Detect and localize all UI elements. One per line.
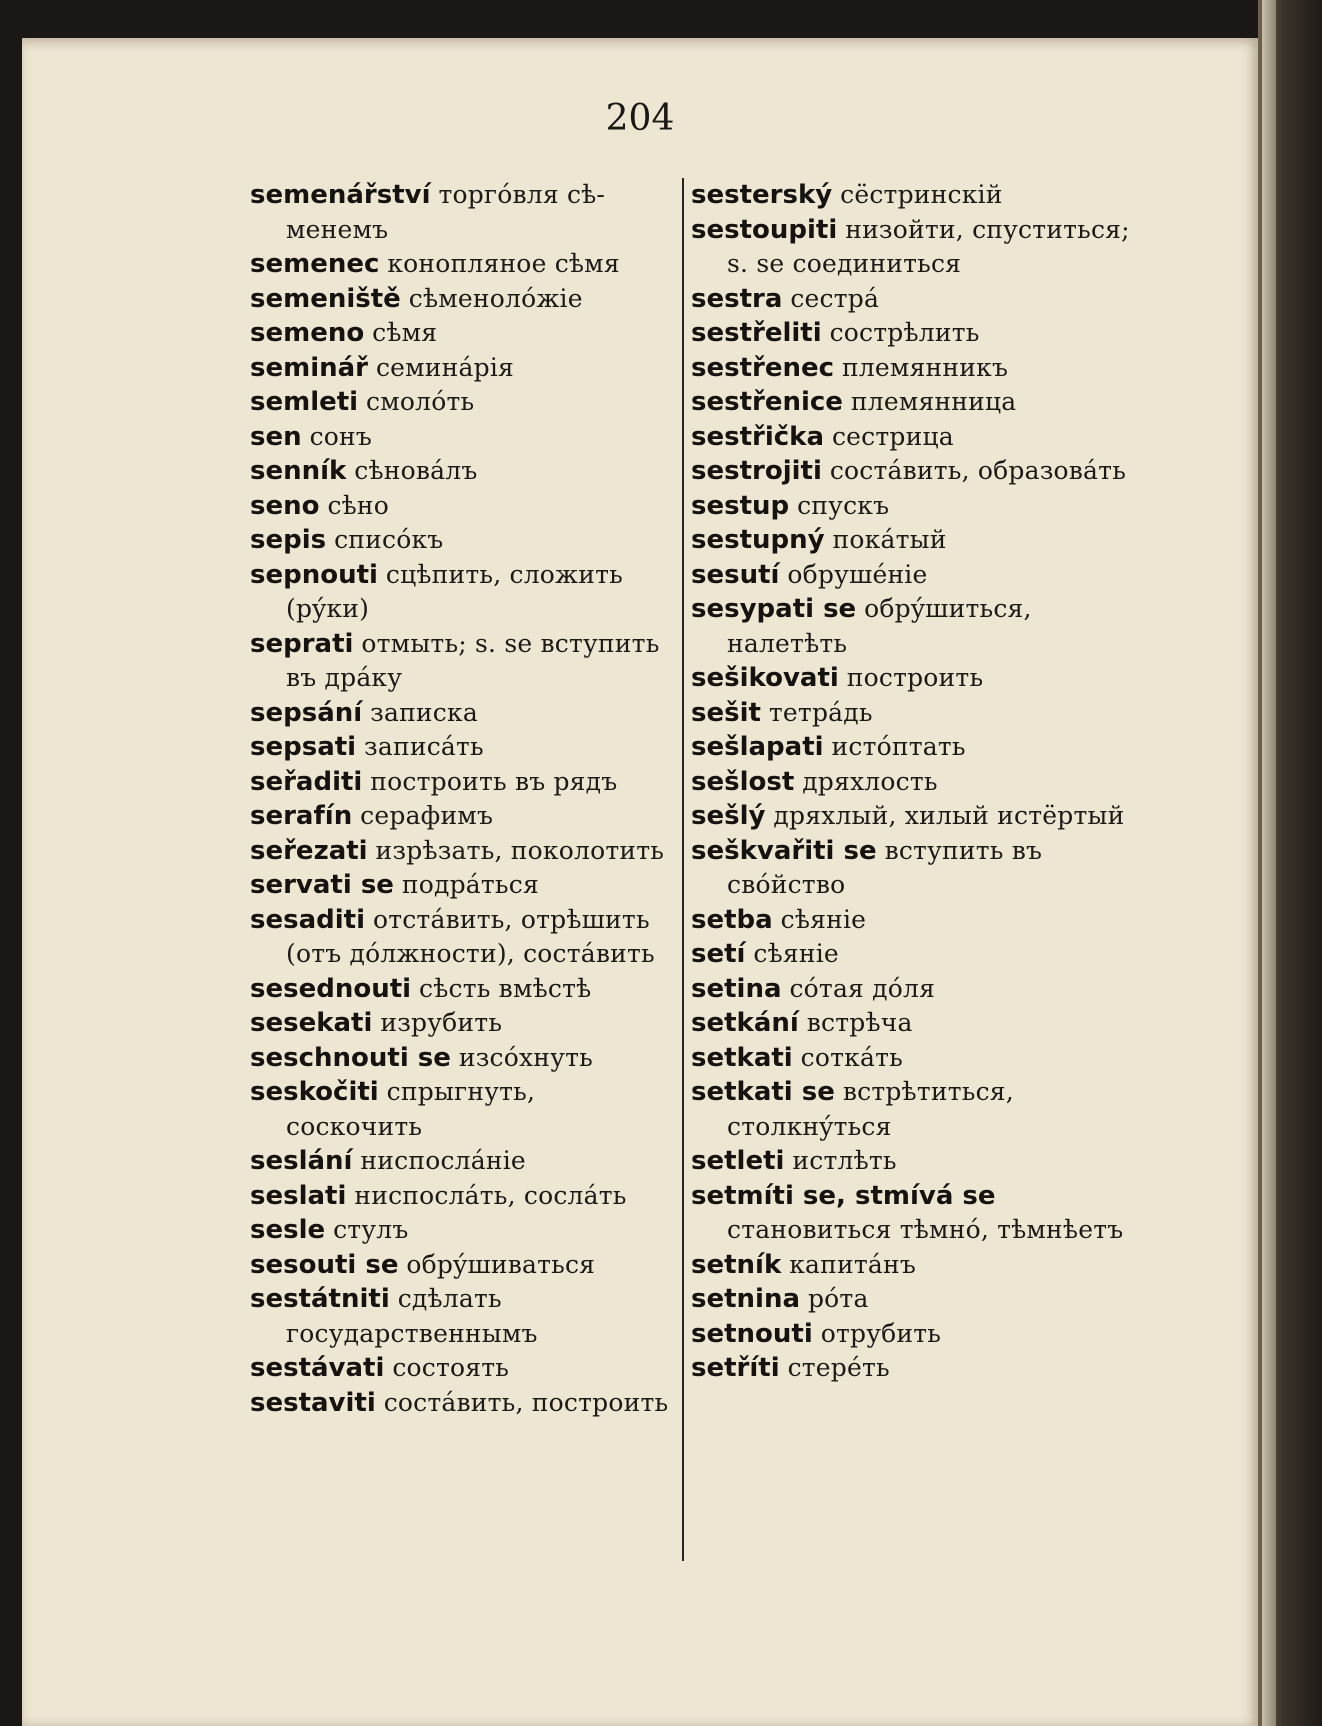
entry-headword: sestra <box>691 283 783 314</box>
dictionary-entry <box>691 489 1137 524</box>
dictionary-entry <box>691 1248 1137 1283</box>
entry-definition: сѣновáлъ <box>354 456 478 485</box>
entry-headword: sestátniti <box>250 1284 390 1314</box>
entry-headword: setina <box>691 973 782 1004</box>
entry-headword: sesutí <box>691 559 780 590</box>
dictionary-entry <box>250 1144 670 1179</box>
entry-headword: setí <box>691 939 746 969</box>
entry-definition: сѣменолóжіе <box>408 283 583 313</box>
dictionary-entry <box>250 1179 670 1214</box>
dictionary-entry <box>250 696 670 731</box>
entry-headword: setník <box>691 1249 782 1280</box>
dictionary-entry <box>250 1041 670 1076</box>
entry-headword: sešlost <box>691 766 795 797</box>
entry-definition: сестрица <box>831 421 954 451</box>
entry-headword: seminář <box>250 352 368 383</box>
entry-headword: seřezati <box>250 835 368 866</box>
dictionary-entry <box>691 1179 1137 1248</box>
entry-headword: seprati <box>250 628 354 659</box>
entry-definition: сдѣлать государственнымъ <box>286 1284 538 1348</box>
dictionary-entry <box>691 903 1137 938</box>
entry-definition: ниспослáть, сослáть <box>354 1180 627 1210</box>
dictionary-entry <box>691 523 1137 558</box>
entry-headword: semenec <box>250 249 380 279</box>
entry-headword: setba <box>691 904 773 935</box>
entry-definition: спускъ <box>797 490 890 520</box>
entry-headword: sestrojiti <box>691 456 822 486</box>
dictionary-entry <box>250 1282 670 1351</box>
dictionary-entry <box>250 1386 670 1421</box>
dictionary-entry <box>250 1351 670 1386</box>
dictionary-entry <box>250 351 670 386</box>
dictionary-entry <box>691 1006 1137 1041</box>
entry-definition: изрѣзать, поколотить <box>375 835 665 865</box>
entry-definition: ниспослáніе <box>360 1146 526 1175</box>
dictionary-entry <box>691 730 1137 765</box>
entry-definition: сѣяніе <box>753 939 839 968</box>
dictionary-entry <box>691 937 1137 972</box>
dictionary-entry <box>691 834 1137 903</box>
entry-headword: sesekati <box>250 1008 373 1038</box>
entry-headword: setmíti se, stmívá se <box>691 1180 996 1211</box>
entry-definition: дряхлый, хилый истёртый <box>773 801 1125 830</box>
entry-definition: обрýшиться, налетѣть <box>727 594 1032 658</box>
entry-headword: senník <box>250 456 347 486</box>
dictionary-entry <box>250 1006 670 1041</box>
entry-definition: истлѣть <box>792 1146 897 1175</box>
dictionary-entry <box>691 1075 1137 1144</box>
dictionary-entry <box>250 454 670 489</box>
dictionary-entry <box>250 972 670 1007</box>
dictionary-entry <box>250 627 670 696</box>
dictionary-entry <box>691 661 1137 696</box>
page-edge <box>1262 0 1276 1726</box>
dictionary-entry <box>691 1144 1137 1179</box>
entry-headword: sešlý <box>691 801 766 831</box>
dictionary-entry <box>250 1248 670 1283</box>
entry-headword: seslání <box>250 1146 353 1176</box>
entry-headword: sestaviti <box>250 1387 376 1418</box>
dictionary-entry <box>691 385 1137 420</box>
entry-headword: sestřenice <box>691 387 843 417</box>
entry-definition: тетрáдь <box>768 697 873 727</box>
dictionary-entry <box>691 592 1137 661</box>
dictionary-entry <box>691 1041 1137 1076</box>
entry-headword: setříti <box>691 1353 780 1383</box>
dictionary-entry <box>691 282 1137 317</box>
entry-headword: semleti <box>250 387 359 417</box>
entry-headword: sestupný <box>691 525 825 555</box>
entry-definition: построить въ рядъ <box>370 766 618 796</box>
left-column <box>250 178 670 1420</box>
entry-definition: вступить въ свóйство <box>727 835 1043 899</box>
entry-definition: встрѣча <box>806 1008 913 1037</box>
dictionary-entry <box>691 316 1137 351</box>
entry-definition: построить <box>846 663 984 692</box>
entry-definition: сонъ <box>309 421 372 451</box>
entry-headword: sepis <box>250 525 327 555</box>
entry-definition: истóптать <box>831 732 966 761</box>
entry-definition: сёстринскій <box>840 180 1003 209</box>
entry-definition: сестрá <box>790 283 880 313</box>
entry-headword: sestup <box>691 490 790 521</box>
entry-definition: состáвить, построить <box>383 1387 669 1417</box>
entry-headword: sešikovati <box>691 663 839 693</box>
dictionary-entry <box>250 558 670 627</box>
entry-definition: обрушéніе <box>787 559 928 589</box>
entry-headword: seslati <box>250 1180 347 1211</box>
entry-definition: конопляное сѣмя <box>387 249 620 278</box>
entry-definition: смолóть <box>366 387 475 416</box>
dictionary-entry <box>250 1213 670 1248</box>
entry-definition: сѣяніе <box>780 904 867 934</box>
entry-definition: обрýшиваться <box>406 1249 596 1279</box>
dictionary-entry <box>691 420 1137 455</box>
entry-definition: подрáться <box>401 870 539 899</box>
entry-headword: setkati se <box>691 1077 835 1107</box>
entry-definition: семинáрія <box>375 352 514 382</box>
entry-definition: списóкъ <box>334 525 444 554</box>
entry-headword: setkati <box>691 1042 793 1073</box>
entry-definition: встрѣтиться, столкнýться <box>727 1077 1014 1141</box>
dictionary-entry <box>250 282 670 317</box>
dictionary-entry <box>250 489 670 524</box>
entry-definition: запиcка <box>370 697 478 727</box>
dictionary-entry <box>691 1351 1137 1386</box>
entry-definition: рóта <box>807 1284 869 1313</box>
entry-headword: sepsati <box>250 732 357 762</box>
entry-headword: sesypati se <box>691 594 857 624</box>
dictionary-page <box>22 38 1258 1726</box>
column-divider <box>682 178 684 1561</box>
entry-definition: становиться тѣмнó, тѣмнѣетъ <box>727 1215 1124 1244</box>
entry-headword: seschnouti se <box>250 1042 451 1073</box>
entry-definition: отмыть; s. se вступить въ дрáку <box>286 628 660 692</box>
entry-definition: изрубить <box>380 1008 503 1037</box>
entry-definition: племянникъ <box>841 352 1009 382</box>
dictionary-entry <box>250 316 670 351</box>
entry-definition: стерéть <box>787 1353 890 1382</box>
right-column <box>691 178 1137 1386</box>
entry-definition: сострѣлить <box>829 318 980 347</box>
entry-definition: сѣно <box>327 490 390 520</box>
entry-headword: sešlapati <box>691 732 824 762</box>
dictionary-entry <box>691 799 1137 834</box>
entry-definition: отрубить <box>820 1318 942 1348</box>
dictionary-entry <box>691 351 1137 386</box>
entry-headword: sestřeliti <box>691 318 822 348</box>
entry-headword: setnina <box>691 1284 801 1314</box>
dictionary-entry <box>250 420 670 455</box>
entry-headword: sesaditi <box>250 904 365 935</box>
entry-headword: sesednouti <box>250 973 412 1004</box>
dictionary-entry <box>691 696 1137 731</box>
entry-headword: sestávati <box>250 1353 385 1383</box>
entry-headword: setleti <box>691 1146 785 1176</box>
dictionary-entry <box>250 385 670 420</box>
entry-headword: sešit <box>691 697 761 728</box>
entry-definition: записáть <box>364 732 484 761</box>
entry-headword: semeniště <box>250 283 401 314</box>
entry-definition: торгóвля сѣ-менемъ <box>286 180 606 244</box>
dictionary-entry <box>250 178 670 247</box>
entry-headword: sepnouti <box>250 559 378 590</box>
dictionary-entry <box>250 1075 670 1144</box>
dictionary-entry <box>691 765 1137 800</box>
entry-definition: покáтый <box>832 525 947 554</box>
entry-definition: сóтая дóля <box>789 973 936 1003</box>
dictionary-entry <box>691 178 1137 213</box>
entry-definition: дряхлость <box>802 766 938 796</box>
page-number: 204 <box>605 98 675 139</box>
dictionary-entry <box>691 1317 1137 1352</box>
entry-definition: спрыгнуть, соскочить <box>286 1077 536 1141</box>
entry-headword: semeno <box>250 318 365 348</box>
entry-definition: отстáвить, отрѣшить (отъ дóлжности), состáвить <box>286 904 655 968</box>
entry-definition: племянница <box>850 387 1017 416</box>
entry-headword: sestřenec <box>691 352 835 383</box>
entry-headword: sepsání <box>250 697 363 728</box>
entry-definition: сцѣпить, сложить (рýки) <box>286 559 623 623</box>
entry-headword: setkání <box>691 1008 799 1038</box>
entry-definition: капитáнъ <box>789 1249 916 1279</box>
entry-headword: setnouti <box>691 1318 813 1349</box>
entry-definition: состáвить, образовáть <box>829 456 1127 485</box>
dictionary-entry <box>250 523 670 558</box>
entry-headword: seřaditi <box>250 766 363 797</box>
dictionary-entry <box>250 247 670 282</box>
dictionary-entry <box>691 1282 1137 1317</box>
entry-headword: seškvařiti se <box>691 835 877 866</box>
entry-headword: sestřička <box>691 421 824 452</box>
entry-headword: sestoupiti <box>691 214 838 245</box>
entry-headword: semenářství <box>250 180 431 210</box>
dictionary-entry <box>250 834 670 869</box>
dictionary-entry <box>250 765 670 800</box>
entry-definition: низойти, спуститься; s. se соединиться <box>727 214 1130 278</box>
entry-headword: serafín <box>250 801 353 831</box>
dictionary-entry <box>250 868 670 903</box>
dictionary-entry <box>250 730 670 765</box>
entry-headword: servati se <box>250 870 394 900</box>
entry-headword: sesouti se <box>250 1249 399 1280</box>
entry-headword: sesle <box>250 1215 326 1245</box>
entry-headword: sesterský <box>691 180 833 210</box>
entry-definition: сѣсть вмѣстѣ <box>419 973 592 1003</box>
entry-definition: стулъ <box>333 1215 409 1244</box>
entry-definition: серафимъ <box>360 801 494 830</box>
dictionary-entry <box>691 454 1137 489</box>
entry-headword: seno <box>250 490 320 521</box>
dictionary-entry <box>691 558 1137 593</box>
dictionary-entry <box>691 213 1137 282</box>
entry-definition: сѣмя <box>372 318 438 347</box>
entry-headword: seskočiti <box>250 1077 379 1107</box>
dictionary-entry <box>250 903 670 972</box>
entry-definition: изсóхнуть <box>458 1042 593 1072</box>
dictionary-entry <box>250 799 670 834</box>
entry-definition: соткáть <box>800 1042 903 1072</box>
dictionary-entry <box>691 972 1137 1007</box>
entry-definition: состоять <box>392 1353 510 1382</box>
entry-headword: sen <box>250 421 302 452</box>
